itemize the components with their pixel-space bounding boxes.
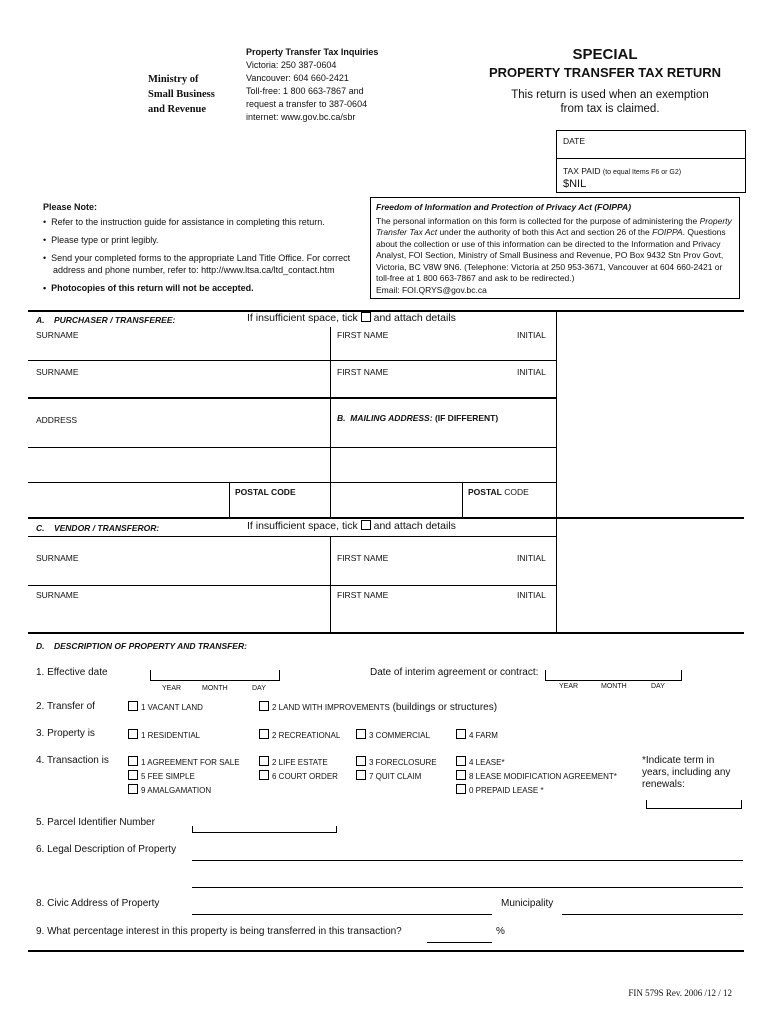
day-label: DAY bbox=[651, 683, 665, 690]
percentage-interest-label: 9. What percentage interest in this property is being transferred in this transaction? bbox=[36, 926, 402, 937]
foippa-notice bbox=[370, 197, 740, 299]
legal-description-line-2[interactable] bbox=[192, 887, 743, 888]
section-b-title bbox=[337, 413, 498, 423]
note-item: • Send your completed forms to the appropriate Land Title Office. For correct address and phone number, refer to: http://www.ltsa.ca/ltd_contact.htm bbox=[53, 252, 368, 276]
option-label: 9 AMALGAMATION bbox=[141, 786, 212, 795]
insufficient-checkbox-a[interactable] bbox=[361, 312, 371, 322]
section-title: MAILING ADDRESS: bbox=[350, 413, 433, 423]
note-item: • Refer to the instruction guide for assistance in completing this return. bbox=[53, 216, 368, 228]
section-letter: A. bbox=[36, 315, 45, 325]
option-life-estate[interactable] bbox=[259, 756, 328, 767]
note-item: • Photocopies of this return will not be accepted. bbox=[53, 282, 368, 294]
purchaser-surname-label: SURNAME bbox=[36, 330, 79, 340]
option-label: 2 RECREATIONAL bbox=[272, 731, 341, 740]
purchaser-first-name-label-2: FIRST NAME bbox=[337, 367, 389, 377]
option-label: 1 VACANT LAND bbox=[141, 703, 203, 712]
option-label: 7 QUIT CLAIM bbox=[369, 772, 422, 781]
foippa-email: Email: FOI.QRYS@gov.bc.ca bbox=[376, 284, 487, 295]
option-label: 6 COURT ORDER bbox=[272, 772, 338, 781]
checkbox-icon[interactable] bbox=[456, 784, 466, 794]
purchaser-initial-label-2: INITIAL bbox=[517, 367, 546, 377]
option-label: 2 LAND WITH IMPROVEMENTS bbox=[272, 703, 390, 712]
foippa-abbr: FOIPPA bbox=[652, 227, 683, 237]
purchaser-surname-label-2: SURNAME bbox=[36, 367, 79, 377]
checkbox-icon[interactable] bbox=[456, 756, 466, 766]
ministry-line: Ministry of bbox=[148, 74, 199, 85]
interim-date-field[interactable] bbox=[545, 670, 682, 681]
option-farm[interactable] bbox=[456, 729, 498, 740]
option-label: 0 PREPAID LEASE * bbox=[469, 786, 544, 795]
inquiries-line: Vancouver: 604 660-2421 bbox=[246, 73, 349, 83]
date-field[interactable] bbox=[563, 147, 738, 157]
municipality-label: Municipality bbox=[501, 898, 554, 909]
purchaser-surname-input[interactable] bbox=[36, 342, 326, 356]
transaction-is-label: 4. Transaction is bbox=[36, 755, 109, 766]
please-note bbox=[43, 202, 368, 300]
postal-code-label: POSTAL CODE bbox=[235, 487, 296, 497]
option-commercial[interactable] bbox=[356, 729, 430, 740]
option-fee-simple[interactable] bbox=[128, 770, 195, 781]
option-vacant-land[interactable] bbox=[128, 701, 203, 712]
foippa-act: Property Transfer Tax Act bbox=[376, 215, 732, 237]
option-label: 4 LEASE* bbox=[469, 758, 505, 767]
purchaser-surname-input-2[interactable] bbox=[36, 379, 326, 393]
foippa-text: The personal information on this form is collected for the purpose of administering the bbox=[376, 215, 700, 226]
percent-sign: % bbox=[496, 926, 505, 937]
tax-paid-value: $NIL bbox=[563, 178, 587, 190]
subtitle-line: This return is used when an exemption bbox=[511, 89, 709, 101]
effective-date-field[interactable] bbox=[150, 670, 280, 681]
day-label: DAY bbox=[252, 685, 266, 692]
form-title: PROPERTY TRANSFER TAX RETURN bbox=[488, 65, 722, 80]
civic-address-line[interactable] bbox=[192, 914, 492, 915]
form-subtitle bbox=[480, 88, 740, 116]
insufficient-text: If insufficient space, tick bbox=[247, 312, 358, 324]
option-label: 4 FARM bbox=[469, 731, 498, 740]
option-label: 3 FORECLOSURE bbox=[369, 758, 437, 767]
option-foreclosure[interactable] bbox=[356, 756, 437, 767]
purchaser-first-name-input[interactable] bbox=[337, 342, 551, 356]
section-c-title bbox=[36, 523, 159, 533]
vendor-initial-label-2: INITIAL bbox=[517, 590, 546, 600]
section-letter: D. bbox=[36, 641, 45, 651]
checkbox-icon[interactable] bbox=[356, 770, 366, 780]
vendor-first-name-label-2: FIRST NAME bbox=[337, 590, 389, 600]
vendor-surname-label: SURNAME bbox=[36, 553, 79, 563]
inquiries-title: Property Transfer Tax Inquiries bbox=[246, 47, 379, 57]
month-label: MONTH bbox=[601, 683, 627, 690]
interim-date-label: Date of interim agreement or contract: bbox=[370, 667, 539, 678]
section-d-title bbox=[36, 641, 247, 651]
option-court-order[interactable] bbox=[259, 770, 338, 781]
property-is-label: 3. Property is bbox=[36, 728, 95, 739]
option-land-improvements[interactable] bbox=[259, 701, 497, 713]
legal-description-line-1[interactable] bbox=[192, 860, 743, 861]
term-field[interactable] bbox=[646, 800, 742, 809]
date-label: DATE bbox=[563, 136, 586, 146]
inquiries-line: Toll-free: 1 800 663-7867 and bbox=[246, 86, 364, 96]
option-residential[interactable] bbox=[128, 729, 200, 740]
inquiries-block bbox=[246, 46, 378, 124]
legal-description-label: 6. Legal Description of Property bbox=[36, 844, 177, 855]
year-label: YEAR bbox=[559, 683, 579, 690]
insufficient-space-a bbox=[247, 312, 456, 324]
option-label: 5 FEE SIMPLE bbox=[141, 772, 195, 781]
percentage-line[interactable] bbox=[427, 942, 492, 943]
section-title: VENDOR / TRANSFEROR: bbox=[53, 523, 160, 533]
postal-word: POSTAL bbox=[468, 487, 502, 497]
form-title-special: SPECIAL bbox=[572, 46, 638, 63]
ministry-name bbox=[148, 72, 215, 117]
section-title: PURCHASER / TRANSFEREE: bbox=[53, 315, 176, 325]
foippa-text: . Questions about the collection or use of this information can be directed to the Information and Privacy Analyst, FOI Section, Ministry of Small Business and Revenue, PO Box 9432 Stn Prov Govt, Victoria, BC V8W 9N6. (Telephone: Victoria at 250 953-3671, Vancouver at 604 660-2421 or toll-free at 1 800 663-7867 and ask to be redirected.) bbox=[376, 227, 726, 283]
inquiries-line: internet: www.gov.bc.ca/sbr bbox=[246, 112, 356, 122]
address-label: ADDRESS bbox=[36, 415, 78, 425]
inquiries-line: request a transfer to 387-0604 bbox=[246, 99, 368, 109]
section-letter: B. bbox=[337, 413, 346, 423]
address-input[interactable] bbox=[36, 428, 326, 444]
form-number: FIN 579S Rev. 2006 /12 / 12 bbox=[628, 988, 732, 998]
term-note: *Indicate term in years, including any renewals: bbox=[642, 755, 731, 790]
inquiries-line: Victoria: 250 387-0604 bbox=[246, 60, 337, 70]
checkbox-icon[interactable] bbox=[128, 756, 138, 766]
option-label: 3 COMMERCIAL bbox=[369, 731, 430, 740]
purchaser-first-name-label: FIRST NAME bbox=[337, 330, 389, 340]
option-label: 2 LIFE ESTATE bbox=[272, 758, 328, 767]
year-label: YEAR bbox=[162, 685, 182, 692]
purchaser-initial-label: INITIAL bbox=[517, 330, 546, 340]
option-label: 1 RESIDENTIAL bbox=[141, 731, 201, 740]
code-word: CODE bbox=[501, 487, 529, 497]
option-amalgamation[interactable] bbox=[128, 784, 211, 795]
please-note-heading: Please Note: bbox=[43, 202, 98, 212]
insufficient-text: and attach details bbox=[373, 520, 456, 532]
section-title: DESCRIPTION OF PROPERTY AND TRANSFER: bbox=[53, 641, 247, 651]
checkbox-icon[interactable] bbox=[259, 701, 269, 711]
vendor-initial-label: INITIAL bbox=[517, 553, 546, 563]
foippa-heading: Freedom of Information and Protection of Privacy Act (FOIPPA) bbox=[376, 202, 632, 212]
tax-paid-text: TAX PAID bbox=[563, 166, 601, 176]
effective-date-label: 1. Effective date bbox=[36, 667, 108, 678]
pid-field[interactable] bbox=[192, 826, 337, 833]
municipality-line[interactable] bbox=[562, 914, 743, 915]
transfer-of-label: 2. Transfer of bbox=[36, 701, 95, 712]
subtitle-line: from tax is claimed. bbox=[560, 103, 660, 115]
checkbox-icon[interactable] bbox=[128, 701, 138, 711]
checkbox-icon[interactable] bbox=[259, 729, 269, 739]
checkbox-icon[interactable] bbox=[128, 729, 138, 739]
ministry-line: and Revenue bbox=[148, 104, 207, 115]
insufficient-text: If insufficient space, tick bbox=[247, 520, 358, 532]
option-agreement-for-sale[interactable] bbox=[128, 756, 240, 767]
pid-label: 5. Parcel Identifier Number bbox=[36, 817, 155, 828]
option-label: 1 AGREEMENT FOR SALE bbox=[141, 758, 240, 767]
checkbox-icon[interactable] bbox=[128, 770, 138, 780]
option-quit-claim[interactable] bbox=[356, 770, 421, 781]
vendor-surname-label-2: SURNAME bbox=[36, 590, 79, 600]
option-lease[interactable] bbox=[456, 756, 505, 767]
checkbox-icon[interactable] bbox=[259, 770, 269, 780]
section-a-title bbox=[36, 315, 175, 325]
insufficient-space-c bbox=[247, 520, 456, 532]
tax-paid-label bbox=[563, 166, 681, 176]
checkbox-icon[interactable] bbox=[456, 770, 466, 780]
checkbox-icon[interactable] bbox=[259, 756, 269, 766]
checkbox-icon[interactable] bbox=[356, 729, 366, 739]
checkbox-icon[interactable] bbox=[456, 729, 466, 739]
ministry-line: Small Business bbox=[148, 89, 215, 100]
section-letter: C. bbox=[36, 523, 45, 533]
vendor-first-name-label: FIRST NAME bbox=[337, 553, 389, 563]
insufficient-checkbox-c[interactable] bbox=[361, 520, 371, 530]
foippa-body bbox=[376, 216, 734, 285]
option-lease-modification[interactable] bbox=[456, 770, 617, 781]
note-item: • Please type or print legibly. bbox=[53, 234, 368, 246]
foippa-text: under the authority of both this Act and section 26 of the bbox=[437, 227, 653, 237]
mailing-address-input[interactable] bbox=[337, 428, 551, 444]
insufficient-text: and attach details bbox=[373, 312, 456, 324]
option-prepaid-lease[interactable] bbox=[456, 784, 544, 795]
option-extra: (buildings or structures) bbox=[389, 702, 498, 713]
option-recreational[interactable] bbox=[259, 729, 340, 740]
checkbox-icon[interactable] bbox=[128, 784, 138, 794]
month-label: MONTH bbox=[202, 685, 228, 692]
mailing-postal-code-label bbox=[468, 487, 529, 497]
civic-address-label: 8. Civic Address of Property bbox=[36, 898, 160, 909]
checkbox-icon[interactable] bbox=[356, 756, 366, 766]
tax-paid-note: (to equal Items F6 or G2) bbox=[602, 169, 682, 176]
option-label: 8 LEASE MODIFICATION AGREEMENT* bbox=[469, 772, 617, 781]
if-different-label: (IF DIFFERENT) bbox=[434, 413, 499, 423]
